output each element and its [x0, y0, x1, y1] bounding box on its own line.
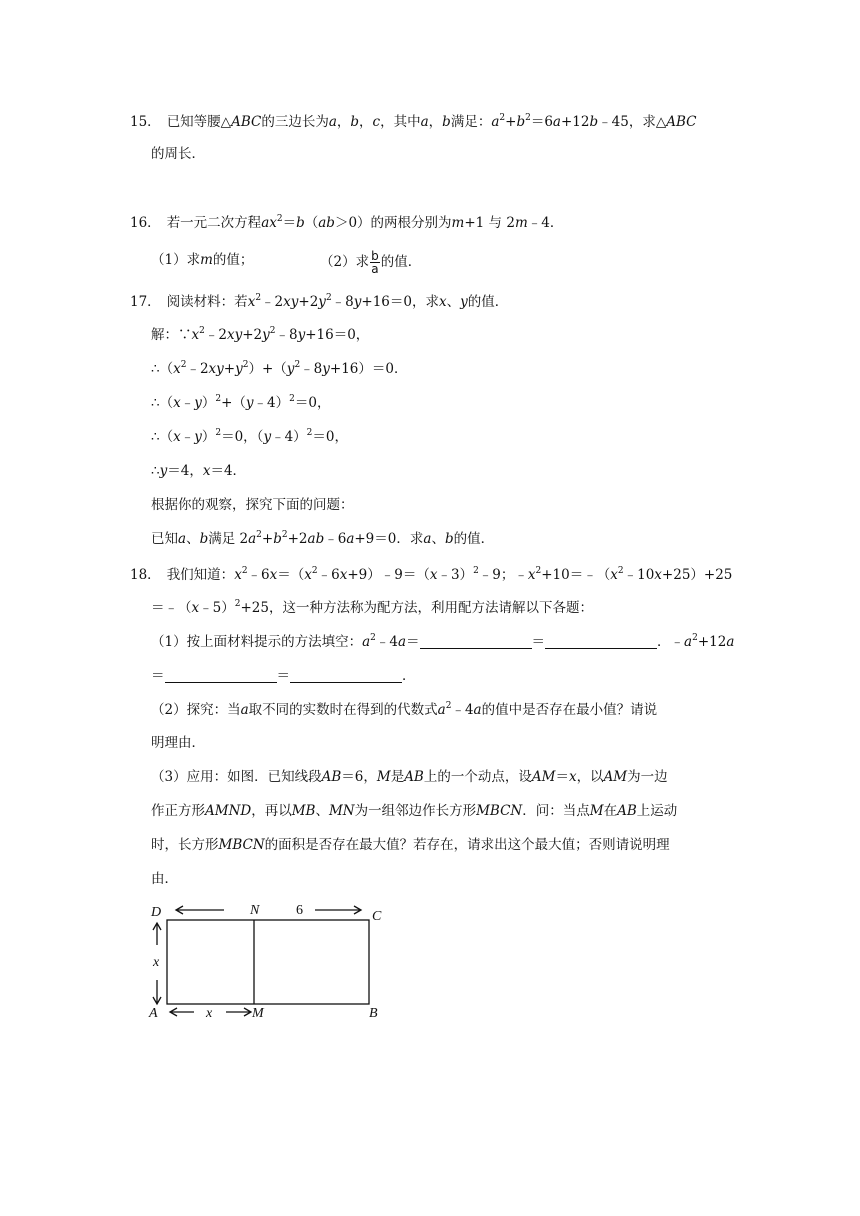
- text: ）: [201, 395, 216, 411]
- exponent: 2: [306, 428, 313, 438]
- var: y: [353, 294, 362, 310]
- var: m: [451, 215, 465, 231]
- var: MB: [291, 803, 316, 819]
- text: 解：∵: [151, 327, 192, 343]
- text: ﹣45，求△: [598, 114, 667, 130]
- text: ，其中: [380, 114, 421, 130]
- text: ﹣: [180, 429, 195, 445]
- exponent: 2: [180, 360, 187, 370]
- label-b: B: [369, 1006, 378, 1021]
- var: ABC: [231, 114, 262, 130]
- text: ＞0）的两根分别为: [334, 215, 452, 231]
- text: 是: [390, 769, 405, 785]
- q16-line-1: [130, 213, 563, 233]
- var: m: [200, 252, 213, 268]
- text: ＝: [406, 634, 420, 650]
- text: ）+（: [248, 361, 287, 377]
- text: ﹣4．: [527, 215, 564, 231]
- exponent: 2: [242, 360, 249, 370]
- var: a: [362, 634, 371, 650]
- text: +: [223, 361, 236, 377]
- var: a: [420, 114, 429, 130]
- text: ＝: [276, 668, 290, 684]
- var: x: [247, 294, 256, 310]
- text: ＝4．: [210, 463, 247, 479]
- text: 满足 2: [208, 531, 249, 547]
- text: 的值；: [212, 252, 254, 268]
- exponent: 2: [473, 566, 479, 576]
- text: ∴（: [151, 361, 174, 377]
- text: （3）应用：如图．已知线段: [151, 769, 322, 785]
- text: 时，长方形: [151, 837, 219, 853]
- text: 取不同的实数时在得到的代数式: [248, 702, 438, 718]
- q16-part-1: [151, 250, 253, 270]
- answer-blank[interactable]: [165, 668, 277, 683]
- var: x: [429, 567, 438, 583]
- q18-part-2-line-1: [151, 700, 657, 720]
- var: MN: [328, 803, 355, 819]
- text: ﹣8: [300, 361, 323, 377]
- var: AB: [404, 769, 424, 785]
- var: xy: [226, 327, 243, 343]
- exponent: 2: [241, 566, 248, 576]
- exponent: 2: [281, 530, 288, 540]
- q18-line-2: [151, 598, 593, 618]
- text: ．问：当点: [522, 803, 590, 819]
- question-number: 17．: [130, 294, 161, 310]
- text: 的值．: [380, 254, 422, 270]
- var: ax: [261, 215, 277, 231]
- text: ﹣6: [324, 531, 347, 547]
- text: ，: [428, 114, 443, 130]
- var: x: [202, 463, 211, 479]
- var: y: [322, 361, 330, 377]
- var: a: [178, 531, 187, 547]
- q18-part-3-line-2: [151, 801, 677, 821]
- var: a: [491, 114, 500, 130]
- text: （: [304, 215, 319, 231]
- fraction-denominator: a: [371, 262, 379, 276]
- var: y: [262, 327, 270, 343]
- var: y: [263, 429, 272, 445]
- text: 、: [431, 531, 445, 547]
- exponent: 2: [276, 214, 283, 224]
- text: +25）+25: [661, 567, 733, 583]
- answer-blank[interactable]: [545, 634, 657, 649]
- var: x: [654, 567, 662, 583]
- exponent: 2: [256, 530, 262, 540]
- text: ﹣4: [375, 634, 398, 650]
- text: +2: [287, 531, 308, 547]
- q17-solution-1: [151, 325, 369, 345]
- text: +: [505, 114, 517, 130]
- text: ＝0，（: [221, 429, 264, 445]
- var: b: [442, 114, 451, 130]
- var: ab: [318, 215, 335, 231]
- question-number: 15．: [130, 114, 161, 130]
- exponent: 2: [289, 394, 295, 404]
- text: +2: [298, 294, 319, 310]
- var: AB: [321, 769, 342, 785]
- var: y: [235, 361, 243, 377]
- text: ）: [201, 429, 216, 445]
- text: +9＝0．求: [354, 531, 424, 547]
- var: a: [684, 634, 693, 650]
- text: ﹣: [180, 395, 195, 411]
- text: （2）求: [320, 254, 370, 270]
- text: ＝: [555, 769, 569, 785]
- rectangle-abcd: [167, 920, 369, 1004]
- text: +1 与 2: [464, 215, 515, 231]
- var: y: [245, 395, 254, 411]
- var: y: [194, 429, 202, 445]
- text: +16）＝0．: [329, 361, 408, 377]
- var: b: [516, 114, 526, 130]
- var: a: [328, 114, 337, 130]
- text: ﹣4）: [253, 395, 290, 411]
- exponent: 2: [199, 326, 205, 336]
- exponent: 2: [370, 633, 376, 643]
- var: b: [589, 114, 599, 130]
- text: +25，这一种方法称为配方法，利用配方法请解以下各题：: [240, 600, 593, 616]
- var: b: [199, 531, 209, 547]
- var: b: [273, 531, 282, 547]
- q18-part-1-line-1: [151, 632, 734, 652]
- text: ﹣6: [317, 567, 340, 583]
- q15-line-1: [130, 112, 696, 132]
- label-n: N: [250, 903, 260, 918]
- exponent: 2: [499, 113, 506, 123]
- q18-part-1-line-2: [151, 666, 416, 686]
- var: a: [726, 634, 735, 650]
- text: 满足：: [450, 114, 492, 130]
- text: ．﹣: [657, 634, 685, 650]
- text: ﹣8: [331, 294, 354, 310]
- text: 、: [446, 294, 461, 310]
- fraction-numerator: b: [371, 249, 379, 263]
- var: a: [248, 531, 257, 547]
- var: y: [286, 361, 295, 377]
- q15-line-2: 的周长．: [151, 146, 205, 162]
- text: 上的一个动点，设: [423, 769, 532, 785]
- text: ﹣5）: [199, 600, 235, 616]
- geometry-figure: [140, 900, 400, 1030]
- text: 的面积是否存在最大值？若存在，请求出这个最大值；否则请说明理: [264, 837, 670, 853]
- text: ﹣9；﹣: [478, 567, 528, 583]
- var: AM: [603, 769, 628, 785]
- text: 阅读材料：若: [166, 294, 248, 310]
- q17-prompt: 根据你的观察，探究下面的问题：: [151, 497, 354, 513]
- var: x: [610, 567, 618, 583]
- text: ＝（: [277, 567, 305, 583]
- var: x: [173, 361, 181, 377]
- text: ，再以: [251, 803, 292, 819]
- label-a: A: [149, 1006, 158, 1021]
- var: y: [297, 327, 306, 343]
- var: AMND: [205, 803, 252, 819]
- text: （1）求: [151, 252, 201, 268]
- text: ∴（: [151, 395, 174, 411]
- text: ﹣2: [261, 294, 284, 310]
- exponent: 2: [617, 566, 624, 576]
- var: x: [173, 395, 181, 411]
- text: ﹣8: [275, 327, 298, 343]
- q17-solution-5: [151, 461, 246, 481]
- var: x: [339, 567, 348, 583]
- label-side-x: x: [153, 955, 160, 970]
- q16-part-2: [320, 250, 421, 275]
- text: +2: [242, 327, 263, 343]
- var: m: [514, 215, 528, 231]
- var: xy: [208, 361, 224, 377]
- q17-solution-3: [151, 393, 330, 413]
- text: ，: [336, 114, 351, 130]
- text: 、: [186, 531, 200, 547]
- text: 已知等腰△: [166, 114, 232, 130]
- q17-solution-4: [151, 427, 348, 447]
- text: +12: [560, 114, 590, 130]
- var: M: [589, 803, 604, 819]
- text: ，: [359, 114, 373, 130]
- var: ab: [307, 531, 325, 547]
- text: ．: [402, 668, 416, 684]
- label-top-length: 6: [296, 903, 303, 918]
- text: ﹣10: [623, 567, 655, 583]
- text: ＝: [151, 668, 165, 684]
- text: ＝﹣（: [151, 600, 192, 616]
- text: 的三边长为: [261, 114, 329, 130]
- var: x: [568, 769, 577, 785]
- text: ∴（: [151, 429, 174, 445]
- var: xy: [283, 294, 299, 310]
- text: ﹣4: [451, 702, 474, 718]
- label-d: D: [151, 905, 162, 920]
- text: ，以: [576, 769, 604, 785]
- q17-line-1: [130, 292, 508, 312]
- q17-solution-2: [151, 359, 408, 379]
- q18-line-1: [130, 565, 732, 585]
- exponent: 2: [311, 566, 318, 576]
- q18-part-3-line-4: 由．: [151, 871, 178, 887]
- exponent: 2: [255, 293, 262, 303]
- label-bottom-x: x: [206, 1006, 213, 1021]
- exponent: 2: [215, 428, 222, 438]
- text: +9）﹣9＝（: [347, 567, 430, 583]
- var: x: [527, 567, 536, 583]
- var: a: [240, 702, 249, 718]
- text: （2）探究：当: [151, 702, 241, 718]
- var: x: [191, 327, 200, 343]
- exponent: 2: [445, 701, 452, 711]
- text: +: [261, 531, 274, 547]
- text: 、: [315, 803, 329, 819]
- q18-part-2-line-2: 明理由．: [151, 735, 205, 751]
- text: +16＝0，求: [361, 294, 439, 310]
- var: a: [423, 531, 432, 547]
- var: a: [473, 702, 482, 718]
- exponent: 2: [234, 599, 241, 609]
- text: ＝: [531, 634, 546, 650]
- var: b: [444, 531, 454, 547]
- answer-blank[interactable]: [420, 634, 532, 649]
- exponent: 2: [692, 633, 698, 643]
- var: c: [372, 114, 381, 130]
- var: y: [159, 463, 168, 479]
- var: M: [376, 769, 391, 785]
- exponent: 2: [269, 326, 276, 336]
- text: ＝4，: [167, 463, 203, 479]
- text: +（: [221, 395, 246, 411]
- text: 在: [603, 803, 618, 819]
- question-number: 18．: [130, 567, 161, 583]
- text: 为一边: [627, 769, 668, 785]
- text: ∴: [151, 463, 160, 479]
- text: ＝0，: [312, 429, 348, 445]
- text: 作正方形: [151, 803, 205, 819]
- text: +10＝﹣（: [541, 567, 611, 583]
- label-c: C: [372, 909, 382, 924]
- var: x: [173, 429, 181, 445]
- text: 已知: [151, 531, 178, 547]
- exponent: 2: [215, 394, 222, 404]
- var: a: [346, 531, 355, 547]
- var: a: [397, 634, 407, 650]
- text: 的值中是否存在最小值？请说: [481, 702, 658, 718]
- var: x: [191, 600, 200, 616]
- text: 上运动: [636, 803, 678, 819]
- text: +16＝0，: [305, 327, 370, 343]
- var: AM: [531, 769, 556, 785]
- var: AB: [617, 803, 637, 819]
- text: 为一组邻边作长方形: [354, 803, 477, 819]
- exponent: 2: [525, 113, 531, 123]
- var: b: [350, 114, 360, 130]
- text: +12: [697, 634, 727, 650]
- var: MBCN: [476, 803, 523, 819]
- text: 的值．: [467, 294, 509, 310]
- exponent: 2: [294, 360, 301, 370]
- var: x: [269, 567, 278, 583]
- text: ＝: [282, 215, 297, 231]
- text: ﹣3）: [437, 567, 474, 583]
- text: 若一元二次方程: [166, 215, 262, 231]
- text: ﹣4）: [271, 429, 307, 445]
- var: x: [439, 294, 447, 310]
- exponent: 2: [325, 293, 332, 303]
- var: y: [460, 294, 468, 310]
- exponent: 2: [535, 566, 542, 576]
- question-number: 16．: [130, 215, 161, 231]
- var: MBCN: [218, 837, 265, 853]
- var: y: [318, 294, 326, 310]
- q17-task: [151, 529, 494, 549]
- text: ＝6: [530, 114, 553, 130]
- var: ABC: [666, 114, 697, 130]
- label-m: M: [252, 1006, 264, 1021]
- var: x: [304, 567, 312, 583]
- var: y: [194, 395, 202, 411]
- text: ＝0，: [294, 395, 331, 411]
- text: 的值．: [453, 531, 495, 547]
- var: a: [552, 114, 561, 130]
- q18-part-3-line-3: [151, 835, 670, 855]
- text: ﹣2: [186, 361, 209, 377]
- text: ﹣2: [204, 327, 227, 343]
- var: a: [437, 702, 446, 718]
- text: （1）按上面材料提示的方法填空：: [151, 634, 363, 650]
- text: ﹣6: [247, 567, 270, 583]
- text: 我们知道：: [166, 567, 235, 583]
- var: b: [296, 215, 305, 231]
- text: ＝6，: [341, 769, 377, 785]
- var: x: [234, 567, 242, 583]
- answer-blank[interactable]: [290, 668, 402, 683]
- q18-part-3-line-1: [151, 767, 668, 787]
- fraction: [370, 250, 380, 275]
